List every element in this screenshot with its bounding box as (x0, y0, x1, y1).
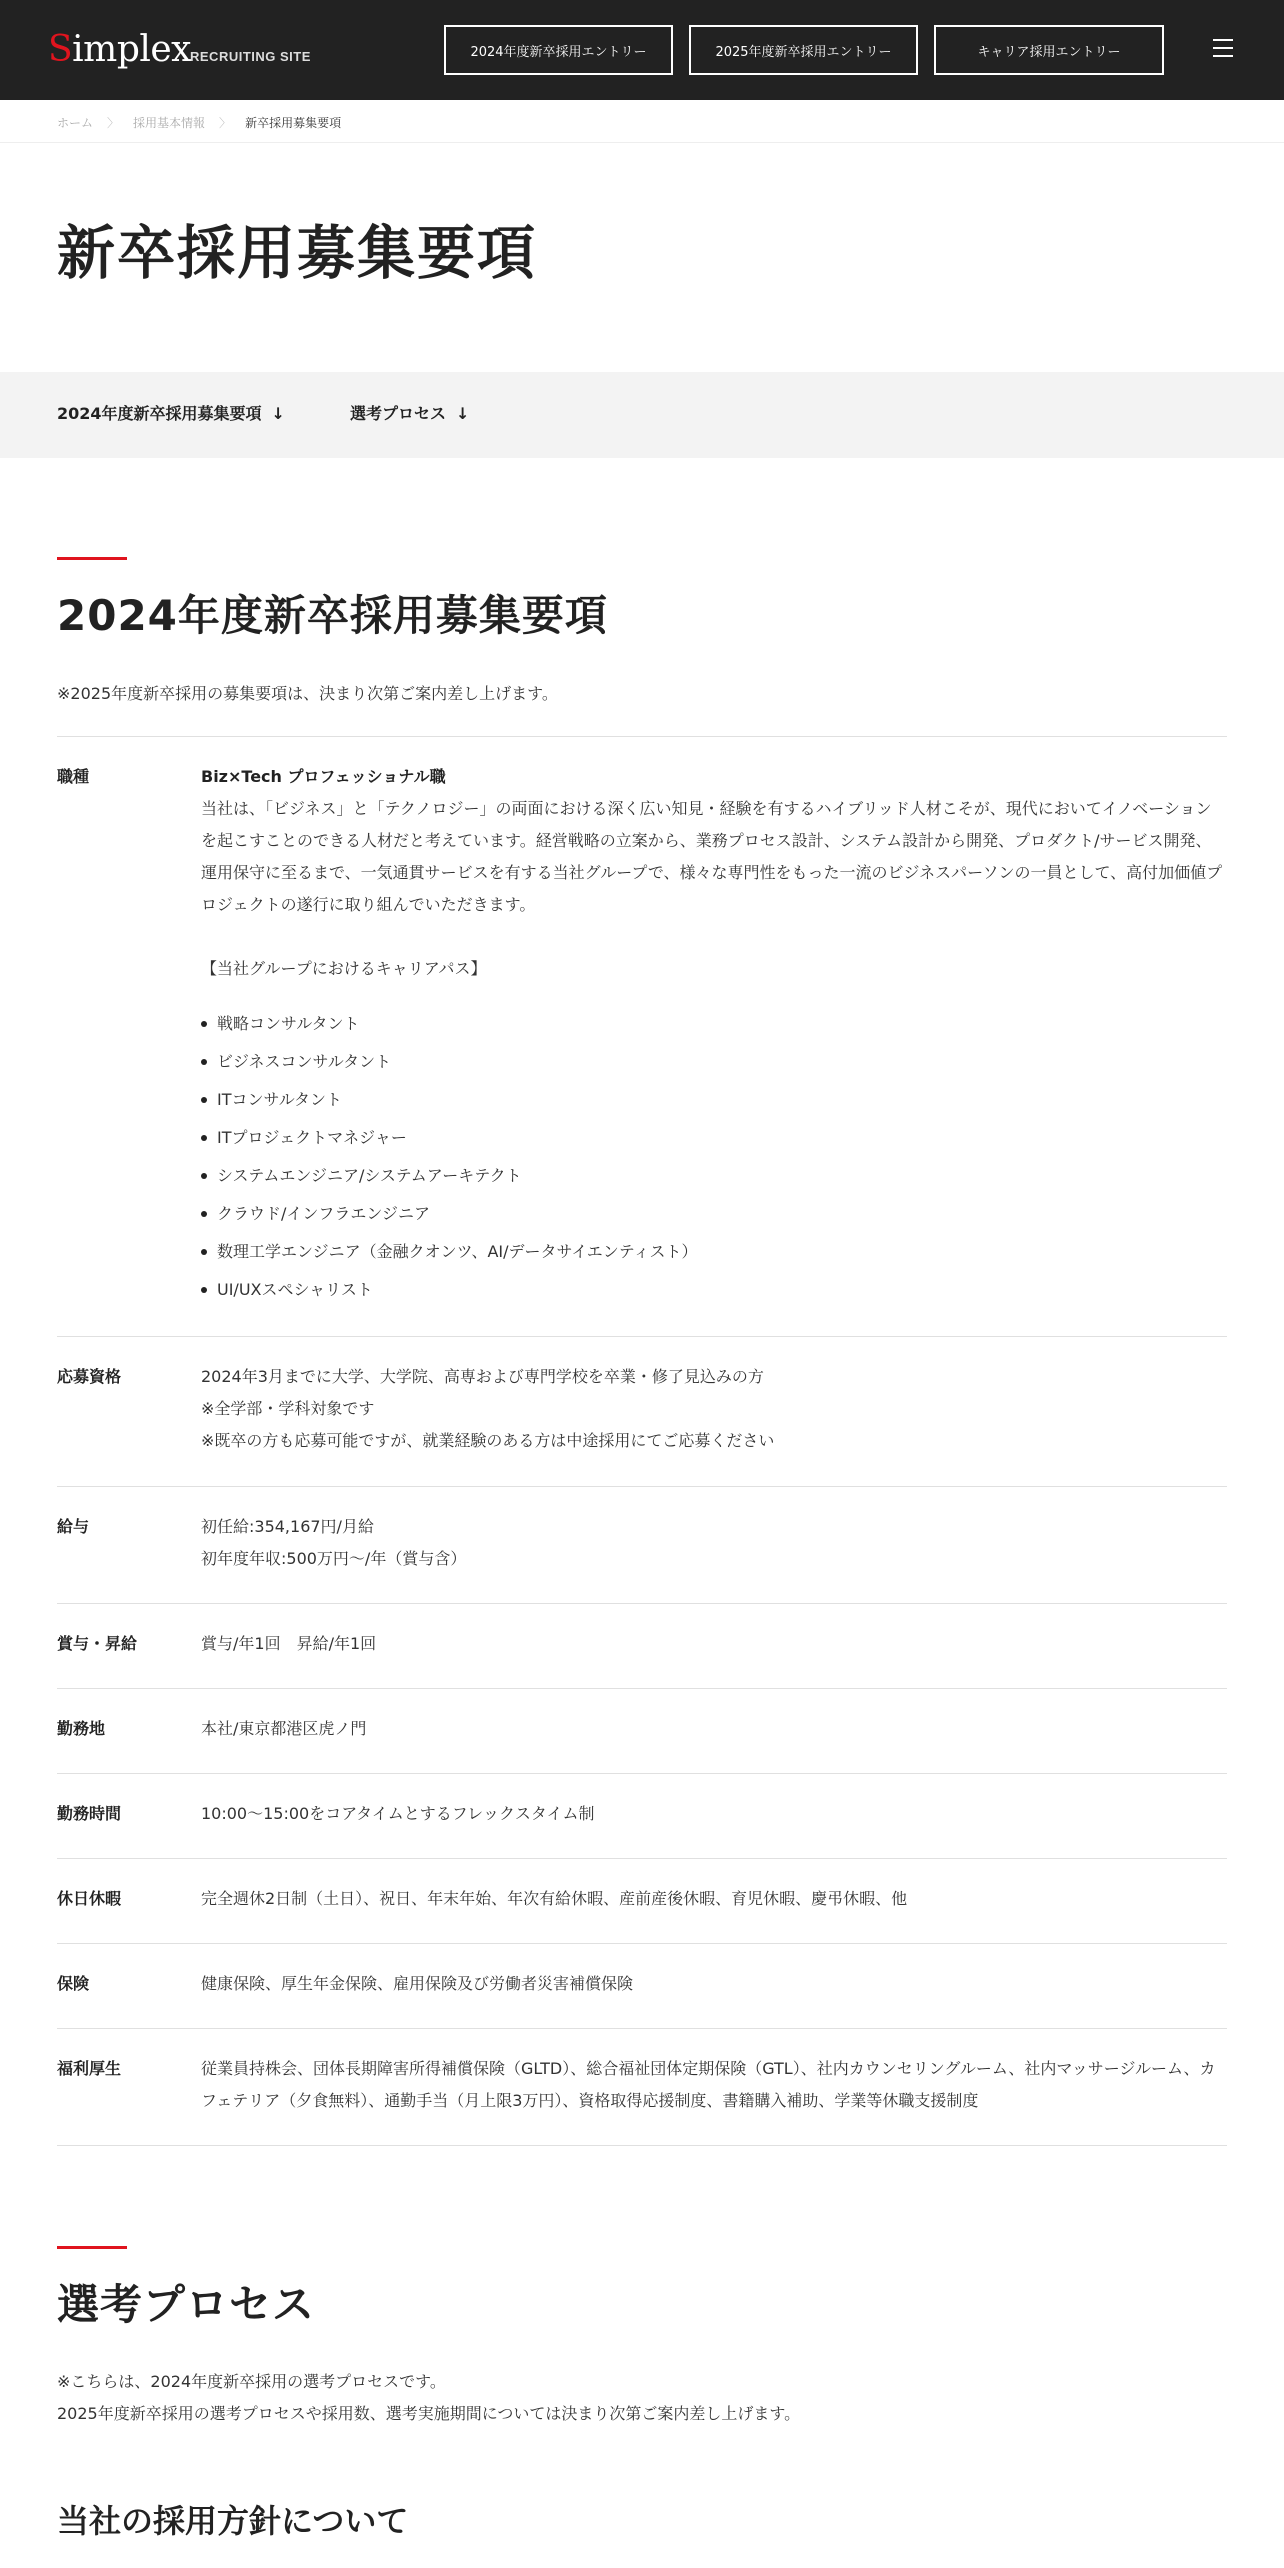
policy-title: 当社の採用方針について (57, 2502, 409, 2540)
requirements-table (57, 736, 1227, 2146)
chevron-right-icon: 〉 (107, 115, 120, 130)
row-body (201, 1361, 1227, 1457)
row-heading: 職種 (57, 767, 90, 786)
qualification-line: 2024年3月までに大学、大学院、高専および専門学校を卒業・修了見込みの方 (201, 1367, 764, 1386)
row-holidays (57, 1859, 1227, 1944)
list-item: ITコンサルタント (201, 1081, 1227, 1119)
row-hours (57, 1774, 1227, 1859)
list-item: システムエンジニア/システムアーキテクト (201, 1157, 1227, 1195)
page-title: 新卒採用募集要項 (57, 219, 538, 287)
row-body: 本社/東京都港区虎ノ門 (201, 1719, 367, 1738)
row-body: 健康保険、厚生年金保険、雇用保険及び労働者災害補償保険 (201, 1974, 634, 1993)
row-insurance (57, 1944, 1227, 2029)
row-heading: 休日休暇 (57, 1889, 122, 1908)
anchor-nav (0, 372, 1284, 458)
career-entry-button[interactable]: キャリア採用エントリー (934, 25, 1164, 75)
breadcrumb-home[interactable]: ホーム (57, 115, 94, 130)
anchor-link-process[interactable] (350, 402, 469, 426)
row-qualification (57, 1337, 1227, 1487)
list-item: ビジネスコンサルタント (201, 1043, 1227, 1081)
career-list (201, 1005, 1227, 1309)
simplex-logo[interactable] (48, 26, 191, 74)
row-heading: 賞与・昇給 (57, 1634, 138, 1653)
row-heading: 勤務地 (57, 1719, 106, 1738)
section-accent-bar (57, 2246, 127, 2249)
career-heading: 【当社グループにおけるキャリアパス】 (201, 959, 487, 978)
row-heading: 給与 (57, 1517, 90, 1536)
requirements-note: ※2025年度新卒採用の募集要項は、決まり次第ご案内差し上げます。 (57, 684, 558, 703)
anchor-label: 2024年度新卒採用募集要項 (57, 404, 262, 423)
row-heading: 福利厚生 (57, 2059, 122, 2078)
row-body: 完全週休2日制（土日）、祝日、年末年始、年次有給休暇、産前産後休暇、育児休暇、慶弔休暇、他 (201, 1889, 908, 1908)
row-bonus (57, 1604, 1227, 1689)
requirements-title: 2024年度新卒採用募集要項 (57, 591, 608, 640)
logo-text: implex (72, 29, 191, 70)
row-body (201, 761, 1227, 1309)
list-item: 数理工学エンジニア（金融クオンツ、AI/データサイエンティスト） (201, 1233, 1227, 1271)
arrow-down-icon: ↓ (271, 404, 285, 423)
divider (0, 142, 1284, 143)
entry-2024-button[interactable]: 2024年度新卒採用エントリー (444, 25, 673, 75)
breadcrumb-recruit-info[interactable]: 採用基本情報 (133, 115, 206, 130)
row-body: 従業員持株会、団体長期障害所得補償保険（GLTD）、総合福祉団体定期保険（GTL）、社内カウンセリングルーム、社内マッサージルーム、カフェテリア（夕食無料）、通勤手当（月上限3万円）、資格取得応援制度、書籍購入補助、学業等休職支援制度 (201, 2059, 1216, 2110)
row-body: 10:00〜15:00をコアタイムとするフレックスタイム制 (201, 1804, 595, 1823)
breadcrumb (57, 112, 341, 132)
list-item: クラウド/インフラエンジニア (201, 1195, 1227, 1233)
anchor-link-requirements[interactable] (57, 402, 285, 426)
breadcrumb-current: 新卒採用募集要項 (245, 115, 342, 130)
list-item: 戦略コンサルタント (201, 1005, 1227, 1043)
job-description: 当社は、「ビジネス」と「テクノロジー」の両面における深く広い知見・経験を有するハイブリッド人材こそが、現代においてイノベーションを起こすことのできる人材だと考えています。経営戦略の立案から、業務プロセス設計、システム設計から開発、プロダクト/サービス開発、運用保守に至るまで、一気通貫サービスを有する当社グループで、様々な専門性をもった一流のビジネスパーソンの一員として、高付加価値プロジェクトの遂行に取り組んでいただきます。 (201, 799, 1223, 914)
row-body (201, 1511, 1227, 1575)
row-job (57, 737, 1227, 1337)
entry-2025-button[interactable]: 2025年度新卒採用エントリー (689, 25, 918, 75)
process-note: 2025年度新卒採用の選考プロセスや採用数、選考実施期間については決まり次第ご案内差し上げます。 (57, 2404, 801, 2423)
list-item: UI/UXスペシャリスト (201, 1271, 1227, 1309)
salary-line: 初任給:354,167円/月給 (201, 1517, 374, 1536)
row-heading: 勤務時間 (57, 1804, 122, 1823)
job-title: Biz×Tech プロフェッショナル職 (201, 767, 446, 786)
process-title: 選考プロセス (57, 2280, 316, 2329)
hamburger-menu-icon[interactable] (1213, 39, 1235, 61)
row-heading: 保険 (57, 1974, 90, 1993)
process-note: ※こちらは、2024年度新卒採用の選考プロセスです。 (57, 2372, 446, 2391)
row-location (57, 1689, 1227, 1774)
arrow-down-icon: ↓ (456, 404, 470, 423)
site-header (0, 0, 1284, 100)
row-body: 賞与/年1回 昇給/年1回 (201, 1634, 377, 1653)
row-heading: 応募資格 (57, 1367, 122, 1386)
anchor-label: 選考プロセス (350, 404, 447, 423)
section-accent-bar (57, 557, 127, 560)
qualification-line: ※全学部・学科対象です (201, 1399, 375, 1418)
salary-line: 初年度年収:500万円〜/年（賞与含） (201, 1549, 467, 1568)
list-item: ITプロジェクトマネジャー (201, 1119, 1227, 1157)
qualification-line: ※既卒の方も応募可能ですが、就業経験のある方は中途採用にてご応募ください (201, 1431, 775, 1450)
chevron-right-icon: 〉 (219, 115, 232, 130)
row-salary (57, 1487, 1227, 1604)
row-welfare (57, 2029, 1227, 2146)
logo-initial: S (48, 29, 73, 70)
logo-subtitle: RECRUITING SITE (190, 49, 311, 64)
